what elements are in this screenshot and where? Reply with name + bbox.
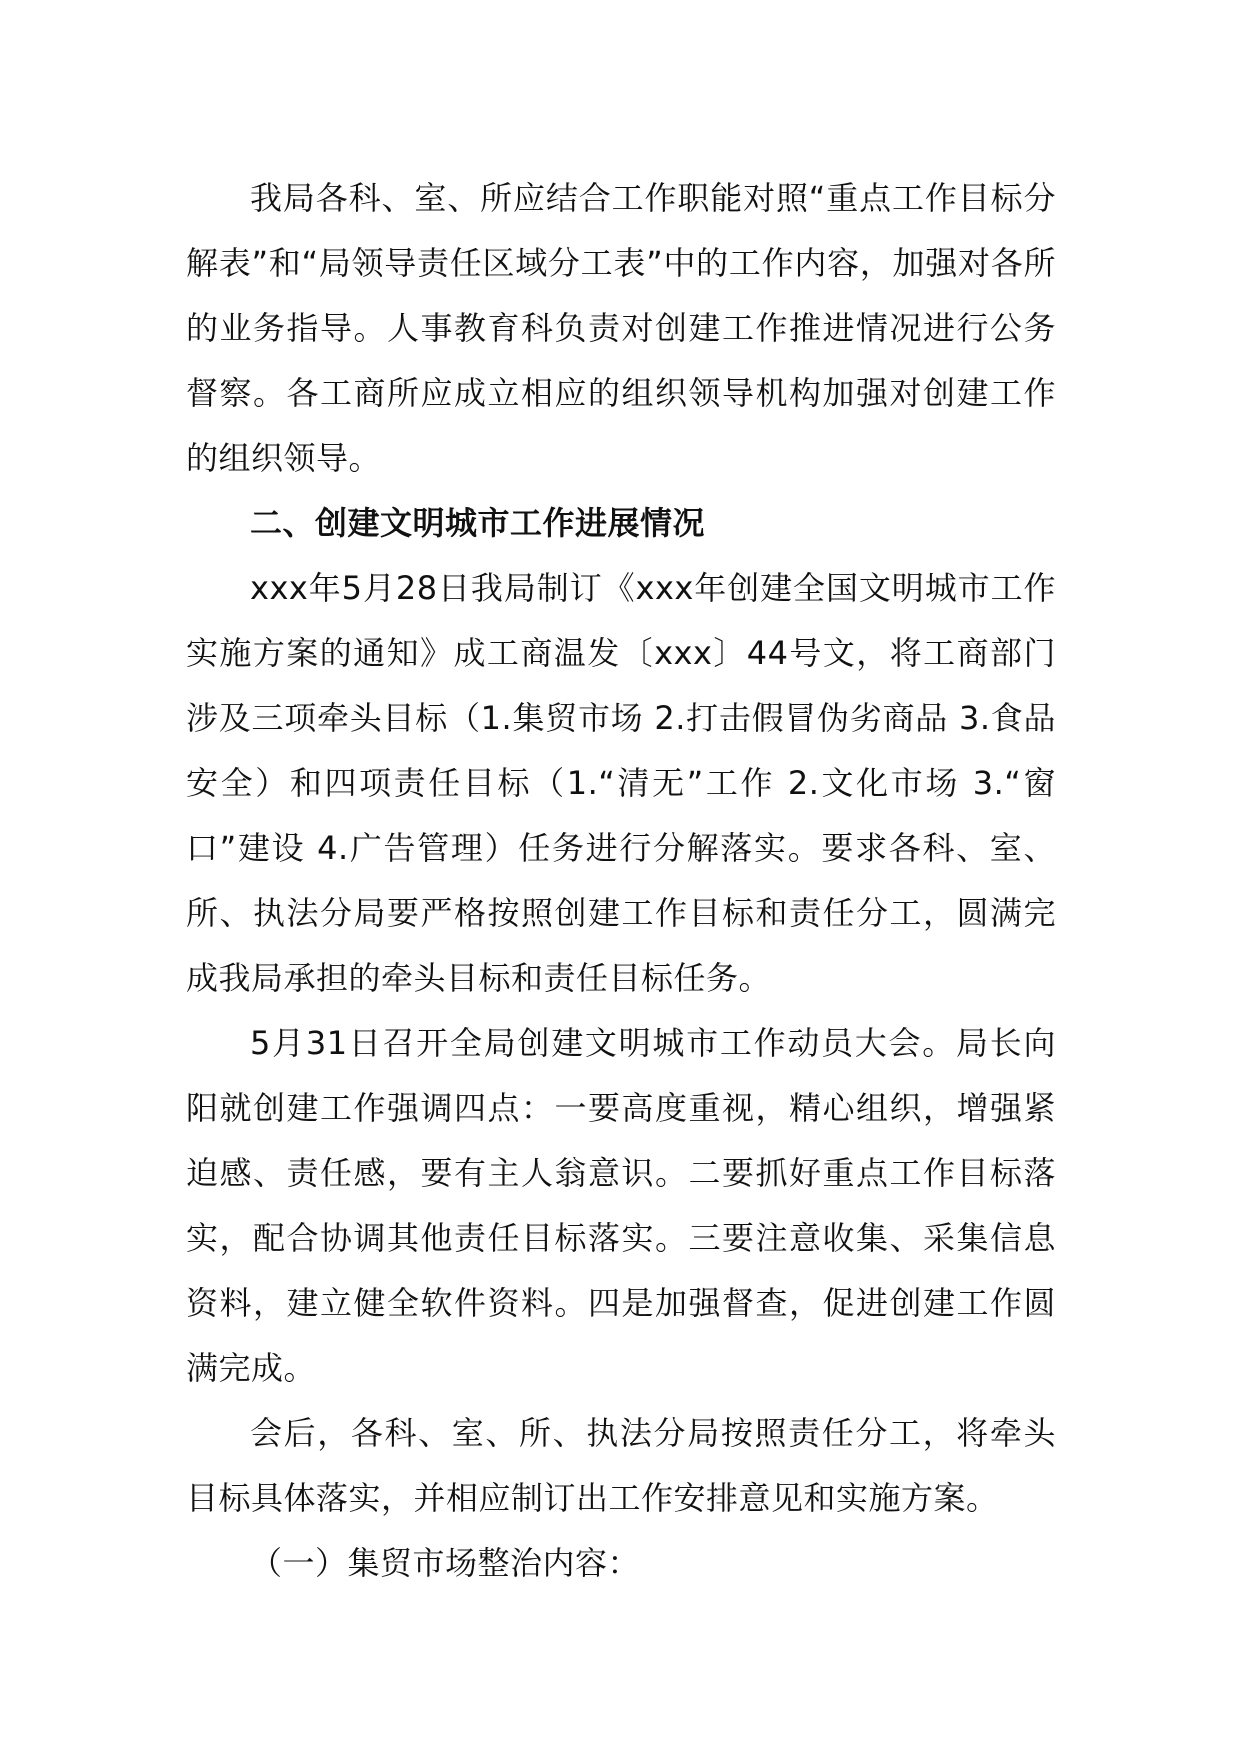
paragraph-meeting: 5月31日召开全局创建文明城市工作动员大会。局长向阳就创建工作强调四点：一要高度重视，精心组织，增强紧迫感、责任感，要有主人翁意识。二要抓好重点工作目标落实，配合协调其他责任目标落实。三要注意收集、采集信息资料，建立健全软件资料。四是加强督查，促进创建工作圆满完成。	[186, 1024, 1056, 1387]
subsection-heading: （一）集贸市场整治内容：	[250, 1544, 641, 1582]
paragraph-followup: 会后，各科、室、所、执法分局按照责任分工，将牵头目标具体落实，并相应制订出工作安排意见和实施方案。	[186, 1414, 1056, 1517]
section-heading: 二、创建文明城市工作进展情况	[250, 504, 706, 542]
paragraph-plan: xxx年5月28日我局制订《xxx年创建全国文明城市工作实施方案的通知》成工商温发〔xxx〕44号文，将工商部门涉及三项牵头目标（1.集贸市场 2.打击假冒伪劣商品 3.食品安全）和四项责任目标（1.“清无”工作 2.文化市场 3.“窗口”建设 4.广告管理）任务进行分解落实。要求各科、室、所、执法分局要严格按照创建工作目标和责任分工，圆满完成我局承担的牵头目标和责任目标任务。	[186, 569, 1056, 997]
paragraph-intro: 我局各科、室、所应结合工作职能对照“重点工作目标分解表”和“局领导责任区域分工表”中的工作内容，加强对各所的业务指导。人事教育科负责对创建工作推进情况进行公务督察。各工商所应成立相应的组织领导机构加强对创建工作的组织领导。	[186, 179, 1056, 477]
document-body	[186, 166, 1056, 1596]
